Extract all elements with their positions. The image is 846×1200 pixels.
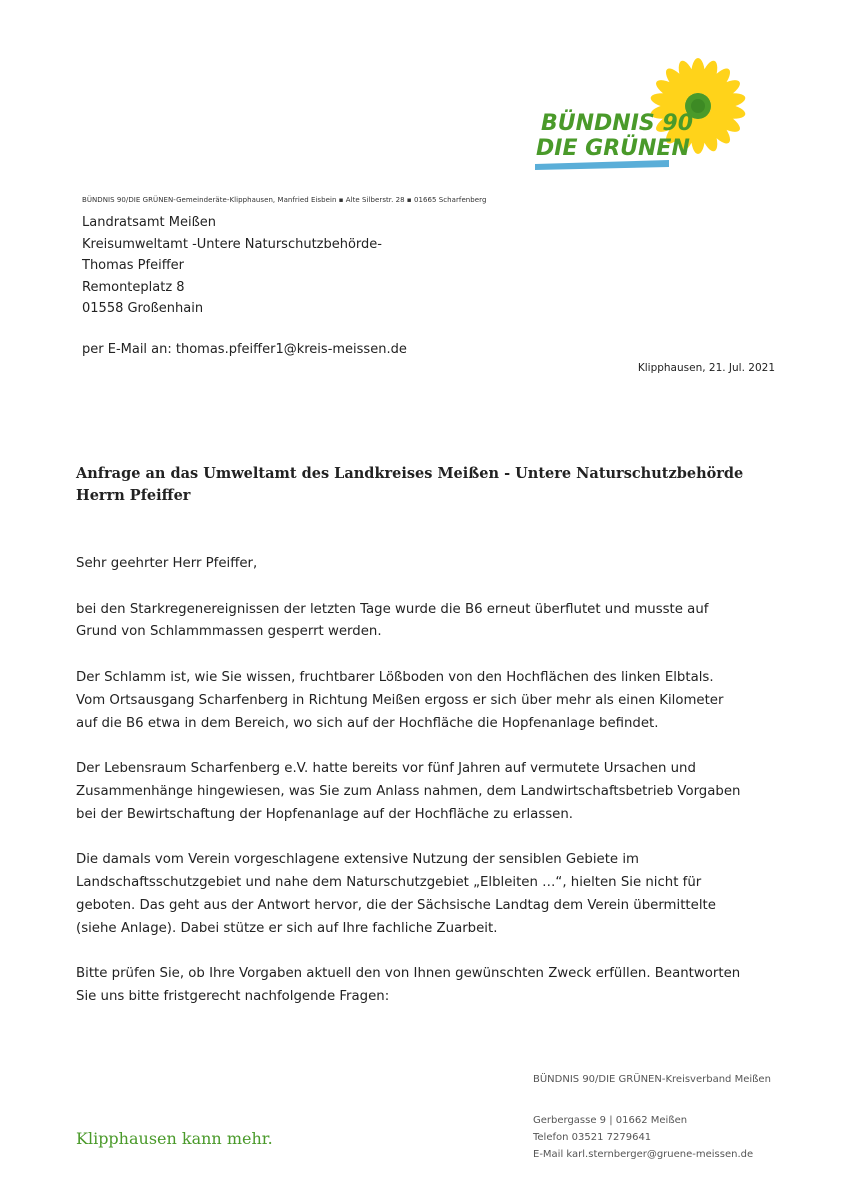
subject-line: Herrn Pfeiffer bbox=[76, 487, 191, 504]
sender-line: BÜNDNIS 90/DIE GRÜNEN-Gemeinderäte-Klipphausen, Manfried Eisbein ▪ Alte Silberstr. 28 ▪ 01665 Scharfenberg bbox=[82, 196, 487, 204]
paragraph bbox=[76, 758, 776, 826]
date-line: Klipphausen, 21. Jul. 2021 bbox=[637, 362, 775, 374]
body-line: bei den Starkregenereignissen der letzten Tage wurde die B6 erneut überflutet und musste auf bbox=[76, 601, 709, 617]
email-line: per E-Mail an: thomas.pfeiffer1@kreis-meissen.de bbox=[82, 342, 407, 357]
body-line: Grund von Schlammmassen gesperrt werden. bbox=[76, 624, 382, 640]
body-line: Vom Ortsausgang Scharfenberg in Richtung Meißen ergoss er sich über mehr als einen Kilometer bbox=[76, 692, 724, 708]
paragraph bbox=[76, 849, 776, 940]
body-line: Zusammenhänge hingewiesen, was Sie zum Anlass nahmen, dem Landwirtschaftsbetrieb Vorgaben bbox=[76, 783, 741, 799]
paragraph bbox=[76, 667, 776, 735]
letter-body bbox=[76, 553, 776, 1032]
recipient-line: Remonteplatz 8 bbox=[82, 279, 185, 295]
body-line: geboten. Das geht aus der Antwort hervor, die der Sächsische Landtag dem Verein übermittelte bbox=[76, 897, 716, 913]
footer-org: BÜNDNIS 90/DIE GRÜNEN-Kreisverband Meißen bbox=[533, 1074, 771, 1085]
recipient-address bbox=[82, 212, 382, 320]
body-line: Sehr geehrter Herr Pfeiffer, bbox=[76, 556, 258, 571]
footer-contact bbox=[533, 1112, 753, 1163]
body-line: Sie uns bitte fristgerecht nachfolgende Fragen: bbox=[76, 989, 390, 1005]
slogan: Klipphausen kann mehr. bbox=[76, 1129, 273, 1148]
party-logo bbox=[533, 54, 749, 172]
paragraph bbox=[76, 553, 776, 576]
recipient-line: Landratsamt Meißen bbox=[82, 215, 216, 230]
body-line: Landschaftsschutzgebiet und nahe dem Naturschutzgebiet „Elbleiten …“, hielten Sie nicht für bbox=[76, 875, 702, 891]
footer-email: E-Mail karl.sternberger@gruene-meissen.de bbox=[533, 1149, 754, 1160]
body-line: Der Schlamm ist, wie Sie wissen, fruchtbarer Lößboden von den Hochflächen des linken Elbtals. bbox=[76, 669, 714, 685]
logo-line-1: BÜNDNIS 90 bbox=[541, 111, 694, 136]
footer-phone: Telefon 03521 7279641 bbox=[533, 1132, 652, 1143]
body-line: Bitte prüfen Sie, ob Ihre Vorgaben aktuell den von Ihnen gewünschten Zweck erfüllen. Beantworten bbox=[76, 966, 741, 982]
subject-line: Anfrage an das Umweltamt des Landkreises Meißen - Untere Naturschutzbehörde bbox=[76, 465, 744, 482]
recipient-line: Kreisumweltamt -Untere Naturschutzbehörde- bbox=[82, 236, 382, 252]
logo-line-2: DIE GRÜNEN bbox=[536, 136, 690, 161]
subject-heading bbox=[76, 463, 743, 507]
body-line: auf die B6 etwa in dem Bereich, wo sich auf der Hochfläche die Hopfenanlage befindet. bbox=[76, 715, 659, 731]
paragraph bbox=[76, 963, 776, 1009]
recipient-line: 01558 Großenhain bbox=[82, 301, 204, 316]
body-line: (siehe Anlage). Dabei stütze er sich auf Ihre fachliche Zuarbeit. bbox=[76, 920, 498, 936]
logo-underline bbox=[535, 160, 669, 170]
recipient-line: Thomas Pfeiffer bbox=[82, 258, 184, 273]
body-line: Der Lebensraum Scharfenberg e.V. hatte bereits vor fünf Jahren auf vermutete Ursachen und bbox=[76, 761, 696, 777]
body-line: bei der Bewirtschaftung der Hopfenanlage auf der Hochfläche zu erlassen. bbox=[76, 806, 574, 822]
body-line: Die damals vom Verein vorgeschlagene extensive Nutzung der sensiblen Gebiete im bbox=[76, 852, 639, 868]
paragraph bbox=[76, 599, 776, 645]
footer-address: Gerbergasse 9 | 01662 Meißen bbox=[533, 1115, 688, 1126]
